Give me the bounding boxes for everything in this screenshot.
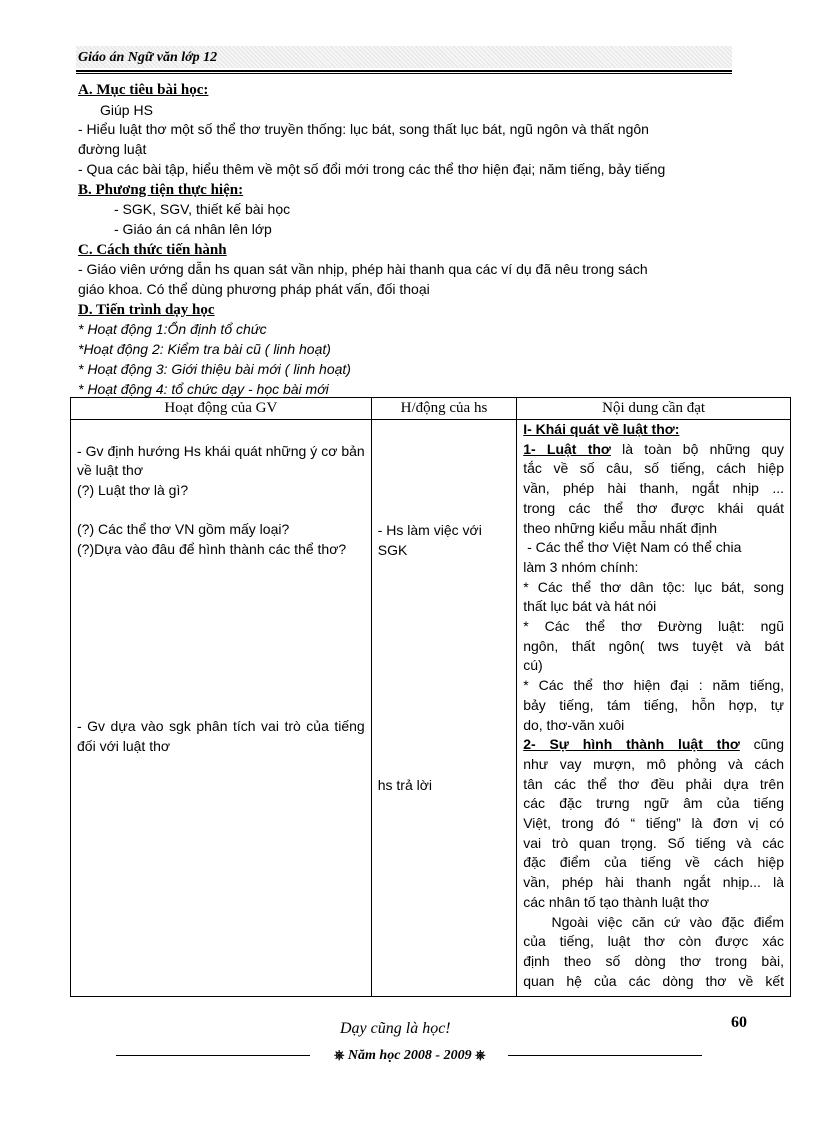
- hs-cell: [371, 420, 516, 997]
- content-line: tắc về số câu, số tiếng, cách hiệp: [523, 460, 784, 477]
- content-line: các đặc trưng ngữ âm của tiếng: [523, 795, 784, 812]
- lesson-intro: [78, 80, 758, 399]
- intro-line: - Hiểu luật thơ một số thể thơ truyền thống: lục bát, song thất lục bát, ngũ ngôn và thất ngôn: [78, 121, 649, 138]
- footer-year-line: [334, 1047, 485, 1064]
- footer-rule-left: [116, 1055, 310, 1056]
- content-line: trong các thể thơ được khái quát: [523, 499, 784, 516]
- activity-line: * Hoạt động 1:Ổn định tổ chức: [78, 321, 267, 338]
- content-line: tân các thể thơ đều phải dựa trên: [523, 775, 784, 792]
- gv-line: - Gv định hướng Hs khái quát những ý cơ bản về luật thơ: [77, 442, 365, 479]
- content-line: Việt, trong đó “ tiếng” là đơn vị có: [523, 815, 784, 832]
- content-line: theo những kiểu mẫu nhất định: [523, 519, 718, 536]
- intro-line: giáo khoa. Có thể dùng phương pháp phát vấn, đối thoại: [78, 281, 430, 298]
- page-number: 60: [731, 1014, 747, 1031]
- content-cell: [517, 420, 791, 997]
- section-a-title: A. Mục tiêu bài học:: [78, 82, 209, 98]
- content-line: * Các thể thơ Đường luật: ngũ: [523, 618, 784, 635]
- intro-line: Giúp HS: [100, 101, 153, 118]
- intro-line: - Qua các bài tập, hiểu thêm về một số đổi mới trong các thể thơ hiện đại; năm tiếng, bảy tiếng: [78, 160, 666, 177]
- content-line: bảy tiếng, tám tiếng, hỗn hợp, tự: [523, 696, 784, 713]
- hs-line: - Hs làm việc với SGK: [377, 522, 482, 558]
- content-line: các nhân tố tạo thành luật thơ: [523, 893, 710, 910]
- section-d-title: D. Tiến trình dạy học: [78, 301, 215, 318]
- content-line: do, thơ-văn xuôi: [523, 716, 625, 733]
- header-title: Giáo án Ngữ văn lớp 12: [78, 50, 218, 65]
- activity-line: * Hoạt động 3: Giới thiệu bài mới ( linh hoạt): [78, 360, 351, 377]
- section-c-title: C. Cách thức tiến hành: [78, 241, 227, 258]
- gv-line: (?) Các thể thơ VN gồm mấy loại?: [77, 521, 290, 538]
- footer-motto: Dạy cũng là học!: [340, 1020, 451, 1037]
- content-line: vai trò quan trọng. Số tiếng và các: [523, 834, 784, 851]
- content-line: của tiếng, luật thơ còn được xác: [523, 933, 784, 950]
- table-row: [71, 420, 791, 997]
- header-rule-thin: [76, 73, 732, 74]
- table-header-row: [71, 398, 791, 420]
- content-line: làm 3 nhóm chính:: [523, 558, 639, 575]
- activity-line: *Hoạt động 2: Kiểm tra bài cũ ( linh hoạt): [78, 341, 331, 358]
- content-bold: 1- Luật thơ: [523, 440, 611, 457]
- ornament-icon: ⎈: [334, 1047, 345, 1062]
- intro-line: - SGK, SGV, thiết kế bài học: [114, 201, 291, 218]
- content-line: thất lục bát và hát nói: [523, 598, 657, 615]
- content-line: là toàn bộ những quy: [610, 440, 784, 457]
- ornament-icon: ⎈: [475, 1047, 486, 1062]
- intro-line: - Giáo án cá nhân lên lớp: [114, 220, 272, 237]
- content-line: như vay mượn, mô phỏng và cách: [523, 755, 784, 772]
- content-line: quan hệ của các dòng thơ về kết: [523, 972, 784, 989]
- hs-line: hs trả lời: [377, 777, 433, 794]
- gv-line: (?) Luật thơ là gì?: [77, 482, 189, 499]
- content-line: ngôn, thất ngôn( tws tuyệt và bát: [523, 637, 784, 654]
- content-bold: 2- Sự hình thành luật thơ: [523, 736, 740, 753]
- gv-line: - Gv dựa vào sgk phân tích vai trò của tiếng đối với luật thơ: [77, 717, 365, 754]
- content-heading: I- Khái quát về luật thơ:: [523, 421, 680, 437]
- header-rule: [76, 70, 732, 72]
- activity-line: * Hoạt động 4: tổ chức dạy - học bài mới: [78, 380, 329, 397]
- lesson-table: [70, 397, 791, 997]
- content-line: * Các thể thơ hiện đại : năm tiếng,: [523, 677, 784, 694]
- page-header: [76, 46, 732, 68]
- gv-line: (?)Dựa vào đâu để hình thành các thể thơ?: [77, 541, 347, 558]
- content-line: định theo số dòng thơ trong bài,: [523, 952, 784, 969]
- content-line: Ngoài việc căn cứ vào đặc điểm: [523, 913, 784, 930]
- section-b-title: B. Phương tiện thực hiện:: [78, 181, 244, 198]
- header-content: Nội dung cần đạt: [517, 398, 791, 420]
- content-line: cũng: [739, 736, 785, 753]
- content-line: - Các thể thơ Việt Nam có thể chia: [523, 539, 742, 556]
- content-line: * Các thể thơ dân tộc: lục bát, song: [523, 578, 784, 595]
- gv-cell: [71, 420, 372, 997]
- school-year: Năm học 2008 - 2009: [347, 1048, 472, 1063]
- content-line: vần, phép hài thanh ngắt nhịp... là: [523, 874, 784, 891]
- header-hs: H/động của hs: [371, 398, 516, 420]
- content-line: đặc điểm của tiếng về cách hiệp: [523, 854, 784, 871]
- content-line: cú): [523, 657, 543, 674]
- intro-line: đường luật: [78, 141, 147, 158]
- intro-line: - Giáo viên ướng dẫn hs quan sát vần nhịp, phép hài thanh qua các ví dụ đã nêu trong sách: [78, 261, 648, 278]
- header-gv: Hoạt động của GV: [71, 398, 372, 420]
- footer-rule-right: [508, 1055, 702, 1056]
- content-line: vần, phép hài thanh, ngắt nhịp ...: [523, 480, 784, 497]
